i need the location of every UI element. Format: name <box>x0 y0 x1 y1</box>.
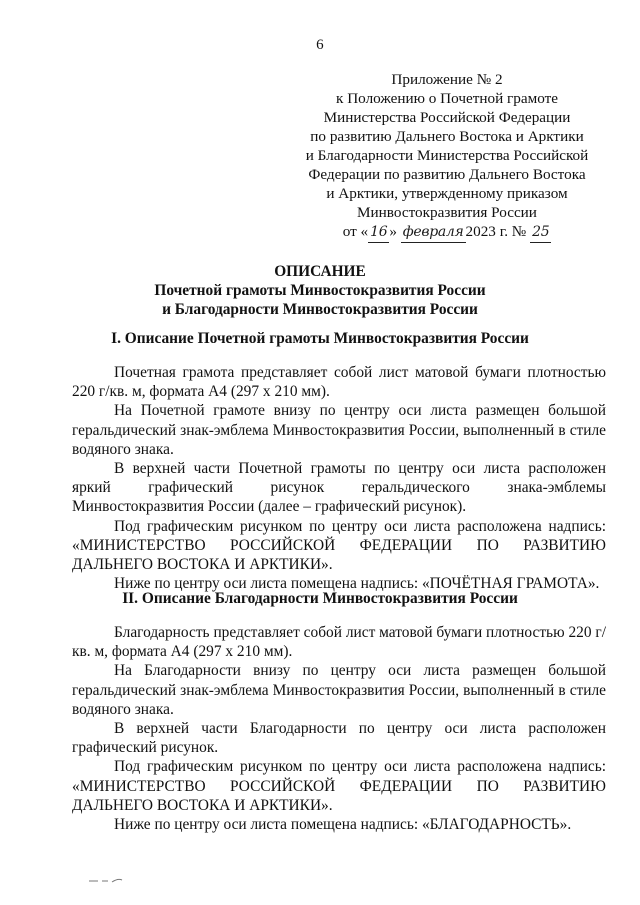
paragraph: Ниже по центру оси листа помещена надпись: «ПОЧЁТНАЯ ГРАМОТА». <box>114 575 600 593</box>
section-1-body <box>72 363 606 593</box>
appendix-line: и Арктики, утвержденному приказом <box>326 185 568 202</box>
date-year: 2023 г. № <box>465 223 527 240</box>
paragraph: На Благодарности внизу по центру оси листа размещен большой геральдический знак-эмблема Минвостокразвития России, выполненный в стиле водяного знака. <box>72 662 606 718</box>
paragraph: Ниже по центру оси листа помещена надпись: «БЛАГОДАРНОСТЬ». <box>114 816 572 834</box>
handwritten-day: 16 <box>368 223 389 243</box>
handwritten-month: февраля <box>401 223 466 243</box>
paragraph: Под графическим рисунком по центру оси листа расположена надпись: «МИНИСТЕРСТВО РОССИЙСКОЙ ФЕДЕРАЦИИ ПО РАЗВИТИЮ ДАЛЬНЕГО ВОСТОКА И АРКТИКИ». <box>72 758 606 814</box>
paragraph: На Почетной грамоте внизу по центру оси листа размещен большой геральдический знак-эмблема Минвостокразвития России, выполненный в стиле водяного знака. <box>72 402 606 458</box>
document-title: ОПИСАНИЕ <box>274 263 366 280</box>
appendix-line: по развитию Дальнего Востока и Арктики <box>310 128 584 145</box>
document-subtitle-line-1: Почетной грамоты Минвостокразвития России <box>154 282 486 299</box>
scan-mark-icon <box>88 876 124 884</box>
paragraph: Благодарность представляет собой лист матовой бумаги плотностью 220 г/кв. м, формата А4 (297 х 210 мм). <box>72 624 606 661</box>
date-mid: » <box>389 223 397 240</box>
paragraph: В верхней части Благодарности по центру оси листа расположен графический рисунок. <box>72 720 606 757</box>
handwritten-order-number: 25 <box>530 223 551 243</box>
paragraph: В верхней части Почетной грамоты по центру оси листа расположен яркий графический рисунок геральдического знака-эмблемы Минвостокразвития России (далее – графический рисунок). <box>72 460 606 516</box>
date-prefix: от « <box>342 223 369 240</box>
appendix-line: Приложение № 2 <box>391 71 503 88</box>
appendix-block <box>296 70 598 243</box>
paragraph: Почетная грамота представляет собой лист матовой бумаги плотностью 220 г/кв. м, формата А4 (297 х 210 мм). <box>72 364 606 401</box>
appendix-line: Минвостокразвития России <box>357 204 537 221</box>
paragraph: Под графическим рисунком по центру оси листа расположена надпись: «МИНИСТЕРСТВО РОССИЙСКОЙ ФЕДЕРАЦИИ ПО РАЗВИТИЮ ДАЛЬНЕГО ВОСТОКА И АРКТИКИ». <box>72 517 606 574</box>
appendix-line: Федерации по развитию Дальнего Востока <box>308 166 586 183</box>
scan-mark <box>88 876 124 887</box>
section-1-heading: I. Описание Почетной грамоты Минвостокразвития России <box>111 330 529 347</box>
appendix-line: к Положению о Почетной грамоте <box>336 90 558 107</box>
appendix-date-line <box>296 222 598 243</box>
document-subtitle-line-2: и Благодарности Минвостокразвития России <box>162 301 478 318</box>
appendix-line: Министерства Российской Федерации <box>323 109 571 126</box>
section-2-body <box>72 623 606 834</box>
page-number: 6 <box>316 37 324 53</box>
appendix-line: и Благодарности Министерства Российской <box>305 147 589 164</box>
section-2-heading: II. Описание Благодарности Минвостокразвития России <box>122 590 518 607</box>
